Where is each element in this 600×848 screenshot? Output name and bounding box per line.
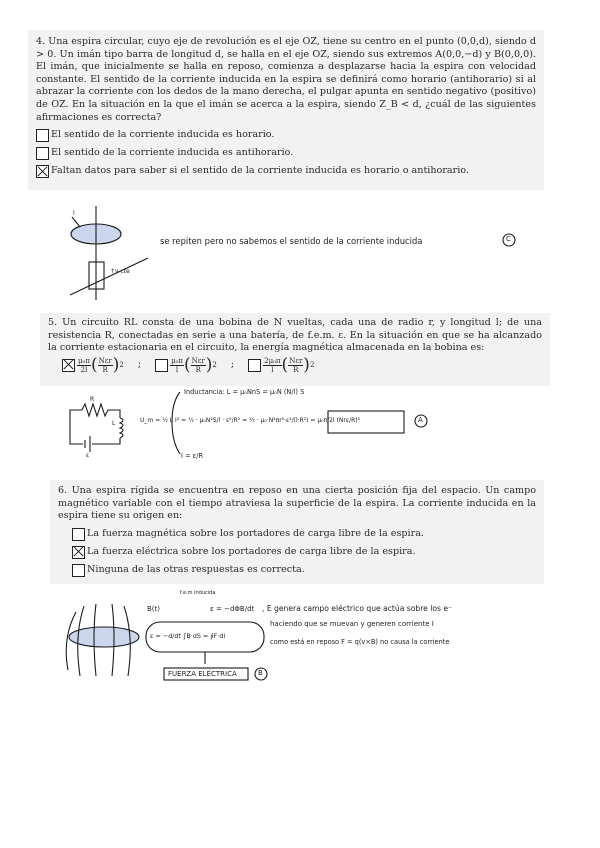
exp-b: 2 [212,360,217,369]
option-a-label: La fuerza magnética sobre los portadores de carga libre de la espira. [87,527,424,539]
q6-integral-formula: ε = −d/dt ∫B·dS = ∮F·dl [150,632,226,640]
paren-close: ) [303,354,310,375]
option-b-label: El sentido de la corriente inducida es antihorario. [51,147,294,159]
inner-a-num: Nεr [98,356,112,365]
paren-open: ( [90,354,98,375]
coef-b-num: μ₀π [171,356,184,365]
option-c-label: Faltan datos para saber si el sentido de la corriente inducida es horario o antihorario. [51,165,469,177]
question-5-statement: Un circuito RL consta de una bobina de N vueltas, cada una de radio r, y longitud l; de una resistencia R, conectadas en serie a una batería, de f.e.m. ε. En la situación en que se ha alcanzado la corriente estacionaria en el circuito, la energía magnética almacenada en la bobina es: [48,317,542,354]
circuit-E-label: ε [86,452,90,459]
option-a-label: El sentido de la corriente inducida es horario. [51,129,275,141]
q5-answer-circled: A [418,416,423,424]
paren-close: ) [205,354,213,375]
q4-velocity-label: ↑v cte [110,268,130,275]
option-b-label: La fuerza eléctrica sobre los portadores de carga libre de la espira. [87,545,416,557]
q6-note-line-3: como está en reposo F = q(v×B) no causa la corriente [270,638,450,646]
q5-energy-work: U_m = ½ L I² = ½ · μ₀N²S/l · ε²/R² = ½ · μ₀·N²πr²·ε²/(l·R²) = μ₀π/2l (Nrε/R)² [140,417,361,424]
coef-a-num: μ₀π [78,356,90,365]
circuit-L-label: L [112,420,116,427]
q6-field-label: B(t) [147,605,161,613]
circuit-R-label: R [90,396,95,403]
q5-inductance-work: Inductancia: L = μ₀NnS = μ₀N (N/l) S [184,388,305,396]
exp-c: 2 [309,360,315,369]
separator-2: ; [230,358,235,370]
coef-a-den: 2l [80,365,88,374]
q5-current-work: I = ε/R [181,452,204,460]
q4-current-label: I [73,210,75,217]
inner-c-num: Nεr [289,356,303,365]
question-6-statement: Una espira rígida se encuentra en reposo en una cierta posición fija del espacio. Un campo magnético variable con el tiempo atraviesa la superficie de la espira. La corriente inducida en la espira tiene su origen en: [58,485,536,522]
q6-note-line-1: , E genera campo eléctrico que actúa sobre los e⁻ [262,604,453,613]
q6-fem-label: f.e.m inducida [180,590,216,596]
question-6-number: 6. [58,485,68,496]
paren-close: ) [112,354,120,375]
inner-b-den: R [195,365,201,374]
q6-answer-circled: B [258,669,263,677]
coef-b-den: l [175,365,179,374]
q4-handwritten-note: se repiten pero no sabemos el sentido de la corriente inducida [160,236,423,246]
question-4-statement: Una espira circular, cuyo eje de revolución es el eje OZ, tiene su centro en el punto (0,0,d), siendo d > 0. Un imán tipo barra de longitud d, se halla en el eje OZ, siendo sus extremos A(0,0,−d) y B(0,0,0). El imán, que inicialmente se halla en reposo, comienza a desplazarse hacia la espira con velocidad constante. El sentido de la corriente inducida en la espira se definirá como horario (antihorario) si al abrazar la corriente con los dedos de la mano derecha, el pulgar apunta en sentido negativo (positivo) de OZ. En la situación en la que el imán se acerca a la espira, siendo Z_B < d, ¿cuál de las siguientes afirmaciones es correcta? [36,36,536,123]
paren-open: ( [281,354,289,375]
q6-note-line-2: haciendo que se muevan y generen corriente I [270,620,434,628]
option-c-label: Ninguna de las otras respuestas es correcta. [87,563,305,575]
q4-answer-circled: C [506,235,511,243]
separator-1: ; [137,358,142,370]
question-5-number: 5. [48,317,58,328]
inner-c-den: R [293,365,299,374]
q6-result-box-text: FUERZA ELÉCTRICA [168,670,237,678]
inner-b-num: Nεr [191,356,205,365]
coef-c-num: 2μ₀π [264,356,281,365]
coef-c-den: l [271,365,274,374]
question-4-number: 4. [36,36,46,47]
exp-a: 2 [119,360,124,369]
inner-a-den: R [102,365,108,374]
q6-emf-formula: ε = −dΦB/dt [210,605,255,613]
paren-open: ( [184,354,191,375]
